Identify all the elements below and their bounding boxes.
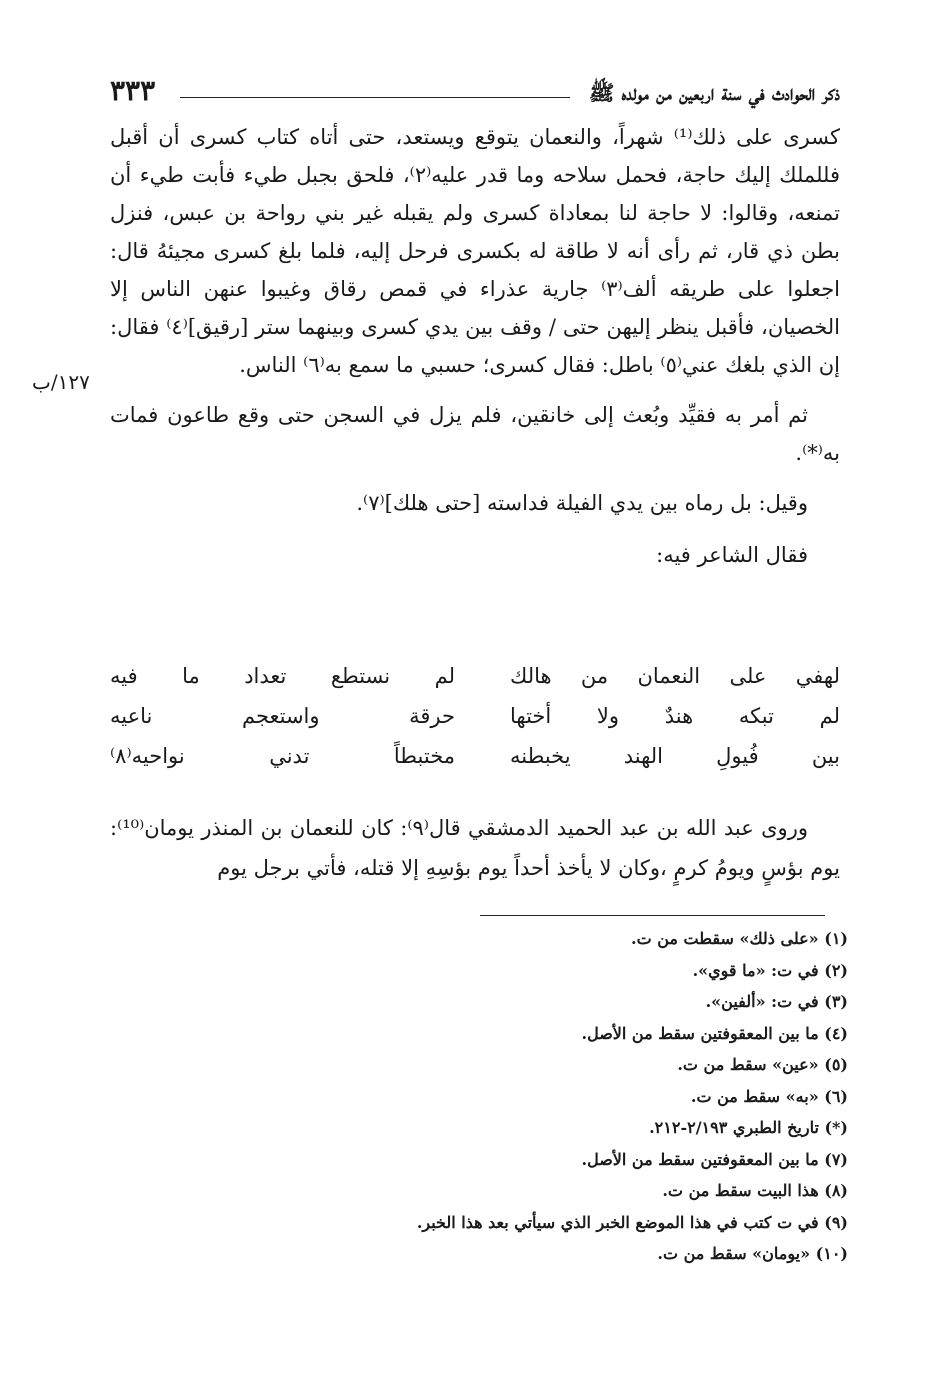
paragraph: كسرى على ذلك⁽¹⁾ شهراً، والنعمان يتوقع ويستعد، حتى أتاه كتاب كسرى أن أقبل فللملك إليك حاجة، فحمل سلاحه وما قدر عليه⁽٢⁾، فلحق بجبل طيء فأبت طيء أن تمنعه، وقالوا: لا حاجة لنا بمعاداة كسرى ولم يقبله غير بني رواحة بن عبس، فنزل بطن ذي قار، ثم رأى أنه لا طاقة له بكسرى فرحل إليه، فلما بلغ كسرى مجيئهُ قال: اجعلوا على طريقه ألف⁽٣⁾ جارية عذراء في قمص رقاق وغيبوا عنهن الناس إلا الخصيان، فأقبل ينظر إليهن حتى / وقف بين يدي كسرى وبينهما ستر [رقيق]⁽٤⁾ فقال: إن الذي بلغك عني⁽٥⁾ باطل: فقال كسرى؛ حسبي ما سمع به⁽٦⁾ الناس. (110, 125, 841, 377)
footnote: (*) تاريخ الطبري ٢/١٩٣-٢١٢. (649, 1118, 848, 1137)
header-title: ذكر الحوادث في سنة اربعين من مولده ﷺ (588, 80, 840, 105)
footnote: (٤) ما بين المعقوفتين سقط من الأصل. (581, 1023, 848, 1043)
footnote: (١٠) «يومان» سقط من ت. (657, 1244, 848, 1263)
footnote: (٣) في ت: «ألفين». (705, 992, 848, 1011)
header-rule (180, 97, 570, 98)
main-text (110, 118, 840, 574)
verse-first-hemistich: لهفي على النعمان من هالك (510, 664, 840, 688)
poem-intro: فقال الشاعر فيه: (656, 543, 808, 567)
paragraph: ثم أمر به فقيِّد وبُعث إلى خانقين، فلم يزل في السجن حتى وقع طاعون فمات به⁽*⁾. (110, 403, 840, 465)
footnote: (٦) «به» سقط من ت. (690, 1086, 848, 1106)
poem (110, 664, 840, 784)
page-number: ٣٣٣ (110, 74, 156, 107)
running-header (110, 74, 840, 110)
margin-folio-note: ١٢٧/ب (32, 370, 90, 394)
footnote: (٩) في ت كتب في هذا الموضع الخبر الذي سيأتي بعد هذا الخبر. (416, 1212, 848, 1232)
footnote: (٢) في ت: «ما قوي». (692, 960, 848, 980)
verse-second-hemistich: مختبطاً تدني نواحيه⁽٨⁾ (110, 744, 455, 768)
footnote: (١) «على ذلك» سقطت من ت. (631, 929, 848, 948)
verse-second-hemistich: لم نستطع تعداد ما فيه (110, 664, 455, 688)
footnote: (٧) ما بين المعقوفتين سقط من الأصل. (581, 1149, 848, 1169)
verse-second-hemistich: حرقة واستعجم ناعيه (110, 704, 455, 728)
footnotes (110, 925, 848, 1272)
paragraph: وروى عبد الله بن عبد الحميد الدمشقي قال⁽٩⁾: كان للنعمان بن المنذر يومان⁽¹⁰⁾: يوم بؤسٍ ويومُ كرمٍ ،وكان لا يأخذ أحداً يوم بؤسِهِ إلا قتله، فأتي برجل يوم (110, 816, 840, 880)
poem-verse (110, 664, 840, 704)
paragraph: وقيل: بل رماه بين يدي الفيلة فداسته [حتى هلك]⁽٧⁾. (356, 491, 808, 515)
poem-verse (110, 744, 840, 784)
footnote-separator (480, 915, 825, 916)
footnote: (٥) «عين» سقط من ت. (677, 1055, 848, 1074)
verse-first-hemistich: بين فُيولِ الهند يخبطنه (510, 744, 840, 768)
poem-verse (110, 704, 840, 744)
verse-first-hemistich: لم تبكه هندٌ ولا أختها (510, 704, 840, 728)
footnote: (٨) هذا البيت سقط من ت. (662, 1181, 848, 1200)
